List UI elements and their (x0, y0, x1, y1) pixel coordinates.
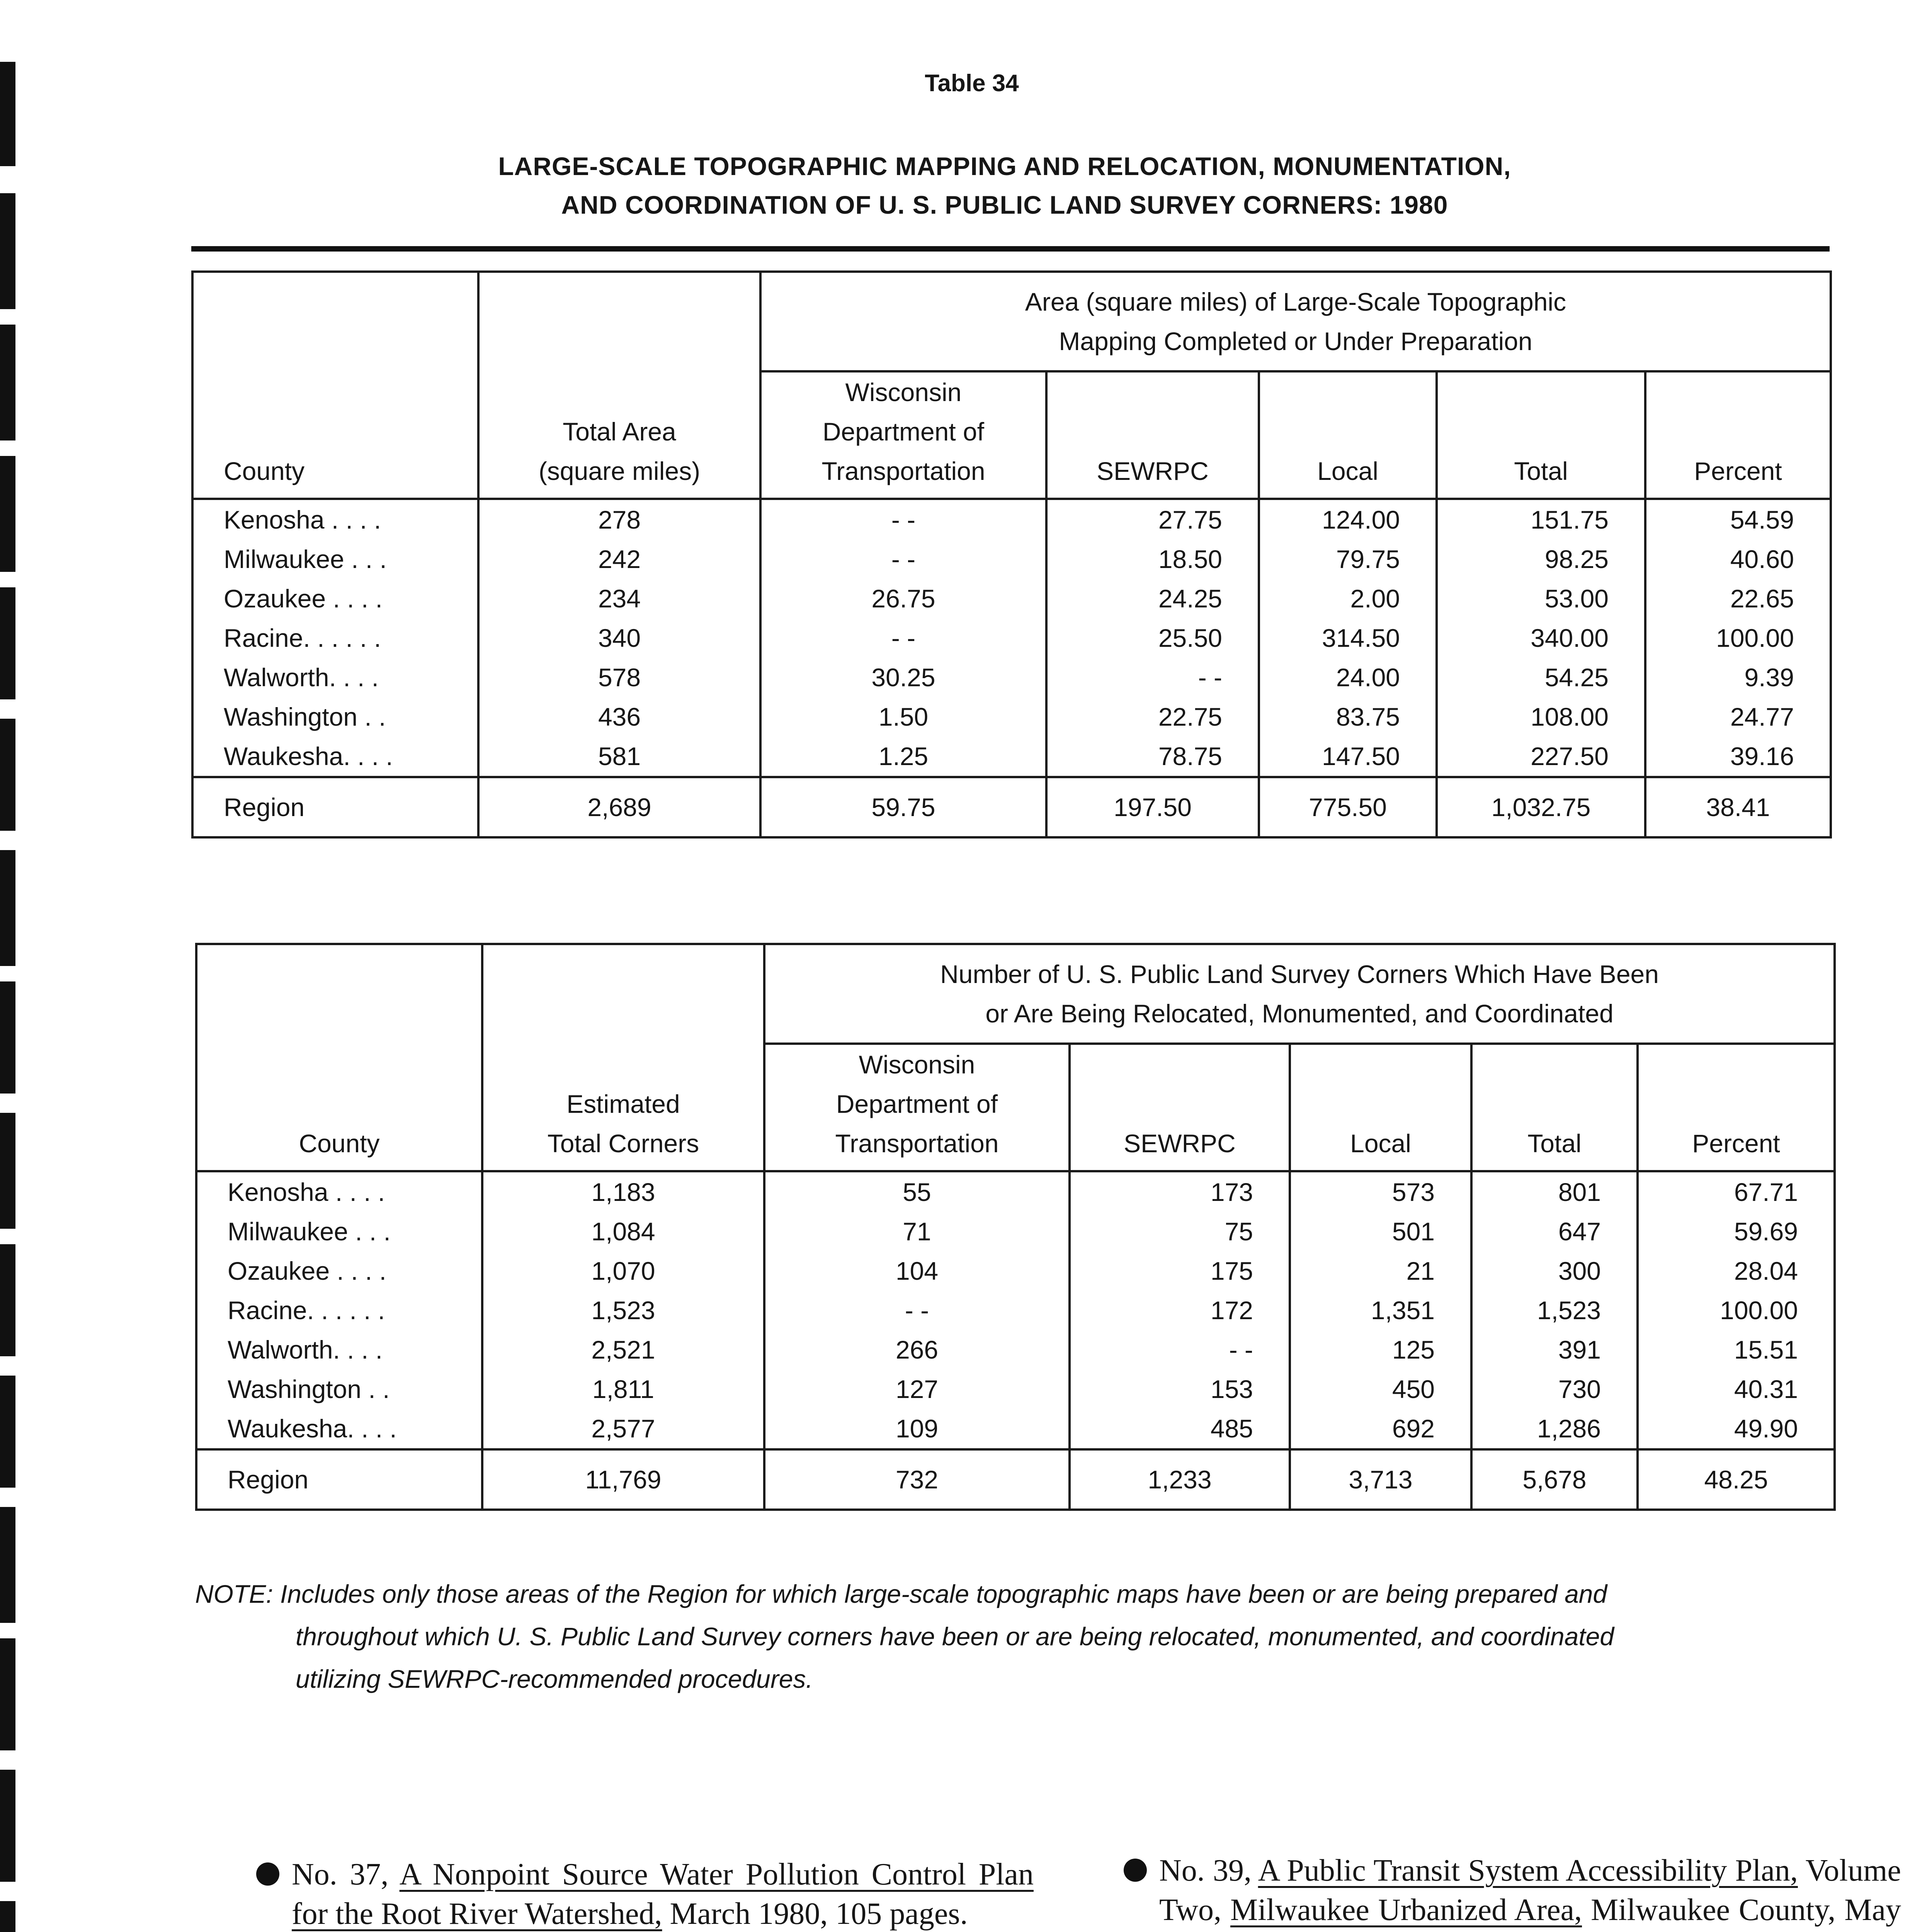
col-header-local: Local (1290, 1044, 1471, 1171)
region-label: Region (192, 777, 478, 837)
pub-area: Milwaukee Urbanized Area, (1230, 1893, 1582, 1927)
col-header-total: Total (1471, 1044, 1638, 1171)
local-column (1259, 499, 1437, 777)
total-column (1437, 499, 1645, 777)
binder-hole (0, 981, 15, 1094)
binder-hole (0, 1244, 15, 1356)
sewrpc-values: 27.75 18.50 24.25 25.50 - - 22.75 78.75 (1158, 505, 1222, 770)
region-wisdot: 732 (764, 1449, 1070, 1510)
bullet-icon (256, 1862, 279, 1886)
pub-details: March 1980, 105 pages. (662, 1897, 968, 1931)
local-values: 573 501 21 1,351 125 450 692 (1371, 1178, 1435, 1443)
table-title (348, 147, 1662, 224)
pub-title: A Nonpoint Source Water Pollution Control Plan for the Root River Watershed, (292, 1857, 1034, 1931)
region-label: Region (196, 1449, 482, 1510)
binder-hole (0, 1113, 15, 1229)
col-header-sewrpc: SEWRPC (1070, 1044, 1290, 1171)
estimated-column (482, 1171, 764, 1449)
note-line3: utilizing SEWRPC-recommended procedures. (296, 1665, 813, 1693)
table-body-row (196, 1171, 1835, 1449)
county-names: Kenosha . . . . Milwaukee . . . Ozaukee . . . . Racine. . . . . . Walworth. . . . Washington . . Waukesha. . . . (228, 1178, 397, 1443)
col-header-group-corners-text: Number of U. S. Public Land Survey Corners Which Have Been or Are Being Relocated, Monumented, and Coordinated (940, 960, 1659, 1028)
publication-item (292, 1855, 1034, 1932)
col-header-total-area-text: Total Area (square miles) (538, 417, 701, 485)
bullet-icon (1124, 1859, 1147, 1882)
col-header-group-corners (764, 944, 1835, 1044)
region-sewrpc: 1,233 (1070, 1449, 1290, 1510)
percent-column (1645, 499, 1831, 777)
pub-details: Milwaukee County, May (1591, 1893, 1901, 1927)
region-local: 3,713 (1290, 1449, 1471, 1510)
note-label: NOTE: (195, 1580, 273, 1608)
table-title-line1: LARGE-SCALE TOPOGRAPHIC MAPPING AND RELOCATION, MONUMENTATION, (498, 152, 1511, 180)
binder-hole (0, 193, 15, 309)
region-total: 1,032.75 (1437, 777, 1645, 837)
percent-values: 67.71 59.69 28.04 100.00 15.51 40.31 49.90 (1720, 1178, 1798, 1443)
region-row (196, 1449, 1835, 1510)
binder-hole (0, 719, 15, 831)
region-wisdot: 59.75 (760, 777, 1046, 837)
region-percent: 48.25 (1638, 1449, 1835, 1510)
total-area-values: 278 242 234 340 578 436 581 (598, 505, 641, 770)
table-body-row (192, 499, 1831, 777)
total-area-column (478, 499, 760, 777)
note-line2: throughout which U. S. Public Land Survey corners have been or are being relocated, monumented, and coordinated (296, 1622, 1614, 1651)
pub-number: No. 37, (292, 1857, 400, 1891)
wisdot-values: 55 71 104 - - 266 127 109 (895, 1178, 939, 1443)
col-header-estimated (482, 944, 764, 1171)
pub-title: A Public Transit System Accessibility Plan, (1258, 1854, 1798, 1888)
col-header-wisdot-text: Wisconsin Department of Transportation (821, 378, 985, 485)
binder-hole (0, 1638, 15, 1750)
binder-hole (0, 325, 15, 440)
county-column (192, 499, 478, 777)
county-names: Kenosha . . . . Milwaukee . . . Ozaukee . . . . Racine. . . . . . Walworth. . . . Washington . . Waukesha. . . . (224, 505, 393, 770)
survey-corners-table (195, 943, 1836, 1511)
region-total: 5,678 (1471, 1449, 1638, 1510)
region-row (192, 777, 1831, 837)
total-values: 151.75 98.25 53.00 340.00 54.25 108.00 227.50 (1531, 505, 1609, 770)
region-local: 775.50 (1259, 777, 1437, 837)
col-header-estimated-text: Estimated Total Corners (547, 1090, 699, 1158)
publication-item (1159, 1851, 1901, 1932)
percent-values: 54.59 40.60 22.65 100.00 9.39 24.77 39.16 (1716, 505, 1794, 770)
wisdot-values: - - - - 26.75 - - 30.25 1.50 1.25 (871, 505, 935, 770)
estimated-values: 1,183 1,084 1,070 1,523 2,521 1,811 2,577 (591, 1178, 655, 1443)
wisdot-column (764, 1171, 1070, 1449)
region-estimated: 11,769 (482, 1449, 764, 1510)
local-values: 124.00 79.75 2.00 314.50 24.00 83.75 147.50 (1322, 505, 1400, 770)
total-column (1471, 1171, 1638, 1449)
county-column (196, 1171, 482, 1449)
sewrpc-values: 173 75 175 172 - - 153 485 (1210, 1178, 1253, 1443)
note-line1: Includes only those areas of the Region for which large-scale topographic maps have been or are being prepared and (280, 1580, 1607, 1608)
col-header-percent: Percent (1638, 1044, 1835, 1171)
region-total-area: 2,689 (478, 777, 760, 837)
col-header-group-area (760, 272, 1831, 371)
table-note (195, 1573, 1841, 1700)
binder-hole (0, 587, 15, 699)
col-header-local: Local (1259, 371, 1437, 499)
binder-hole (0, 1376, 15, 1488)
col-header-sewrpc: SEWRPC (1046, 371, 1259, 499)
binder-hole (0, 456, 15, 572)
col-header-county: County (196, 944, 482, 1171)
region-sewrpc: 197.50 (1046, 777, 1259, 837)
sewrpc-column (1046, 499, 1259, 777)
col-header-total-area (478, 272, 760, 499)
sewrpc-column (1070, 1171, 1290, 1449)
topographic-mapping-table (191, 270, 1832, 838)
title-rule (191, 246, 1830, 252)
local-column (1290, 1171, 1471, 1449)
binder-hole (0, 1507, 15, 1623)
col-header-wisdot-text: Wisconsin Department of Transportation (835, 1050, 999, 1158)
pub-volume: Volume Two, (1159, 1854, 1901, 1927)
col-header-wisdot (760, 371, 1046, 499)
total-values: 801 647 300 1,523 391 730 1,286 (1537, 1178, 1601, 1443)
table-title-line2: AND COORDINATION OF U. S. PUBLIC LAND SURVEY CORNERS: 1980 (561, 190, 1448, 219)
col-header-percent: Percent (1645, 371, 1831, 499)
col-header-total: Total (1437, 371, 1645, 499)
binder-hole (0, 1901, 15, 1932)
binder-hole (0, 850, 15, 966)
pub-number: No. 39, (1159, 1854, 1258, 1888)
region-percent: 38.41 (1645, 777, 1831, 837)
col-header-group-area-text: Area (square miles) of Large-Scale Topographic Mapping Completed or Under Preparation (1025, 287, 1566, 355)
wisdot-column (760, 499, 1046, 777)
col-header-county: County (192, 272, 478, 499)
table-number: Table 34 (925, 70, 1019, 97)
col-header-wisdot (764, 1044, 1070, 1171)
binder-hole (0, 1770, 15, 1882)
percent-column (1638, 1171, 1835, 1449)
